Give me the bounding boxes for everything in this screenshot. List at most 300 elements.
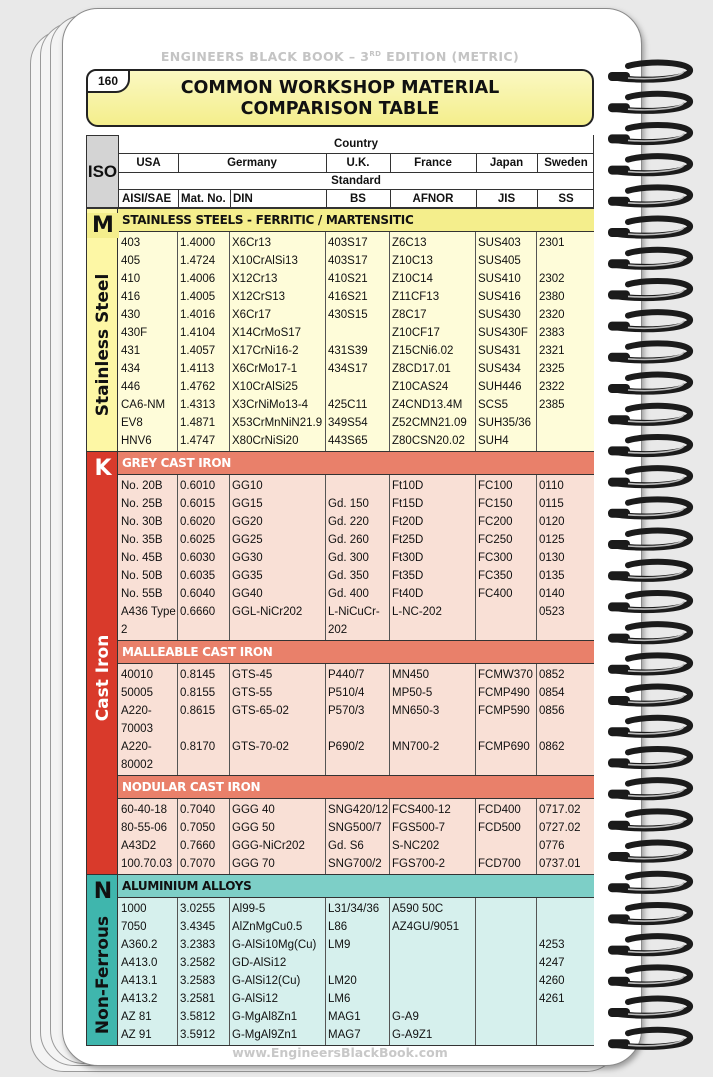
table-cell: MN450	[392, 669, 430, 681]
table-cell: SUS430F	[478, 327, 528, 339]
spiral-coil	[608, 437, 690, 455]
table-row	[118, 585, 594, 603]
table-cell: 0135	[539, 570, 565, 582]
table-cell: 0776	[539, 840, 565, 852]
table-cell: X17CrNi16-2	[232, 345, 299, 357]
group-rows	[118, 798, 594, 874]
table-row	[118, 432, 594, 450]
table-cell	[325, 954, 389, 972]
spiral-coil	[608, 655, 690, 673]
table-cell: GTS-70-02	[232, 741, 289, 753]
table-cell: Z11CF13	[392, 291, 440, 303]
table-cell: GGG-NiCr202	[232, 840, 305, 852]
table-cell: No. 50B	[121, 570, 163, 582]
page-title	[88, 78, 592, 120]
table-row	[118, 549, 594, 567]
table-cell: X6Cr13	[232, 237, 271, 249]
table-row	[118, 288, 594, 306]
table-cell: 434	[121, 363, 141, 375]
table-cell: 4260	[539, 975, 565, 987]
table-row	[118, 972, 594, 990]
table-cell: Ft35D	[392, 570, 424, 582]
table-cell	[536, 1008, 594, 1026]
table-cell: A360.2	[121, 939, 158, 951]
spiral-coil	[608, 874, 690, 892]
spiral-coil	[608, 312, 690, 330]
table-cell: Al99-5	[232, 903, 266, 915]
table-cell: Ft30D	[392, 552, 424, 564]
table-row	[118, 954, 594, 972]
table-cell: Gd. 400	[328, 588, 369, 600]
spiral-coil	[608, 780, 690, 798]
table-cell: 3.0255	[180, 903, 216, 915]
table-cell	[475, 936, 536, 954]
table-row	[118, 252, 594, 270]
table-cell: Z10C14	[392, 273, 433, 285]
table-cell: Ft40D	[392, 588, 424, 600]
table-cell: SNG700/2	[328, 858, 382, 870]
table-cell: 0727.02	[539, 822, 581, 834]
table-cell: 1.4104	[180, 327, 216, 339]
spiral-coil	[608, 687, 690, 705]
table-cell: Ft20D	[392, 516, 424, 528]
table-cell: G-AlSi12(Cu)	[232, 975, 301, 987]
table-cell: MAG7	[328, 1029, 361, 1041]
table-cell: No. 20B	[121, 480, 163, 492]
iso-letter: K	[94, 456, 112, 481]
table-cell: X3CrNiMo13-4	[232, 399, 309, 411]
table-cell	[389, 990, 475, 1008]
table-cell: 410	[121, 273, 141, 285]
standard-col-header: JIS	[497, 193, 516, 205]
table-cell: 4261	[539, 993, 565, 1005]
table-cell: SNG500/7	[328, 822, 382, 834]
table-cell: G-MgAl9Zn1	[232, 1029, 298, 1041]
table-cell: 1.4000	[180, 237, 216, 249]
table-cell: 2325	[539, 363, 565, 375]
table-row	[118, 234, 594, 252]
table-cell: No. 45B	[121, 552, 163, 564]
table-cell: 0.7660	[180, 840, 216, 852]
table-cell: 349S54	[328, 417, 368, 429]
table-cell: 0854	[539, 687, 565, 699]
table-cell: Gd. 260	[328, 534, 369, 546]
table-cell: P570/3	[328, 705, 365, 717]
table-cell: SUS434	[478, 363, 521, 375]
table-row	[118, 603, 594, 639]
table-cell: Z10C13	[392, 255, 433, 267]
table-row	[118, 702, 594, 738]
table-row	[118, 567, 594, 585]
spiral-coil	[608, 811, 690, 829]
country-col-header: France	[414, 157, 452, 169]
table-cell: Z52CMN21.09	[392, 417, 467, 429]
table-cell: 403S17	[328, 237, 368, 249]
group-rows	[118, 474, 594, 640]
table-row	[118, 684, 594, 702]
table-row	[118, 324, 594, 342]
table-cell: 430S15	[328, 309, 368, 321]
table-cell: 1.4724	[180, 255, 216, 267]
table-cell: FGS500-7	[392, 822, 446, 834]
spiral-coil	[608, 125, 690, 143]
standard-col-header: SS	[558, 193, 574, 205]
table-cell: 2322	[539, 381, 565, 393]
table-cell: 403S17	[328, 255, 368, 267]
spiral-coil	[608, 1030, 690, 1048]
table-cell: CA6-NM	[121, 399, 166, 411]
country-col-header: Japan	[489, 157, 524, 169]
table-cell: S-NC202	[392, 840, 440, 852]
table-row	[118, 270, 594, 288]
table-cell: 430	[121, 309, 141, 321]
table-cell: 2302	[539, 273, 565, 285]
iso-letter: N	[93, 879, 113, 904]
table-cell: 0.7050	[180, 822, 216, 834]
table-cell: GGG 40	[232, 804, 275, 816]
table-cell: X10CrAlSi13	[232, 255, 298, 267]
iso-letter: M	[87, 213, 119, 238]
spiral-coil	[608, 905, 690, 923]
table-cell	[536, 432, 594, 450]
table-cell	[325, 378, 389, 396]
table-cell: L-NC-202	[392, 606, 442, 618]
table-row	[118, 936, 594, 954]
spiral-coil	[608, 718, 690, 736]
table-cell	[475, 972, 536, 990]
table-cell: FC350	[478, 570, 513, 582]
table-cell: GG35	[232, 570, 263, 582]
spiral-coil	[608, 94, 690, 112]
table-cell: GGG 70	[232, 858, 275, 870]
table-cell: A413.2	[121, 993, 158, 1005]
table-cell: FCMW370	[478, 669, 533, 681]
table-cell: P510/4	[328, 687, 365, 699]
group-rows	[118, 231, 594, 451]
table-cell: X12CrS13	[232, 291, 286, 303]
table-cell: Z4CND13.4M	[392, 399, 463, 411]
table-cell: 425C11	[328, 399, 368, 411]
table-row	[118, 1026, 594, 1044]
spiral-coil	[608, 250, 690, 268]
table-cell: 3.5912	[180, 1029, 216, 1041]
table-cell: 0.7040	[180, 804, 216, 816]
group-title: ALUMINIUM ALLOYS	[118, 874, 594, 897]
section-label: Cast Iron	[93, 634, 113, 721]
table-cell: X6CrMo17-1	[232, 363, 298, 375]
table-cell: LM9	[328, 939, 351, 951]
country-col-header: U.K.	[346, 157, 370, 169]
table-cell: FCMP590	[478, 705, 530, 717]
material-group	[118, 775, 594, 874]
table-cell: GTS-55	[232, 687, 273, 699]
table-row	[118, 900, 594, 918]
table-cell: FGS700-2	[392, 858, 446, 870]
section-sidebar	[86, 874, 118, 1045]
table-cell: 3.2582	[180, 957, 216, 969]
table-cell: Z80CSN20.02	[392, 435, 465, 447]
table-cell: SUH446	[478, 381, 522, 393]
table-cell: AZ4GU/9051	[392, 921, 460, 933]
spiral-coil	[608, 562, 690, 580]
spiral-coil	[608, 219, 690, 237]
standard-col-header: AFNOR	[412, 193, 454, 205]
table-cell: 4253	[539, 939, 565, 951]
table-cell: GTS-65-02	[232, 705, 289, 717]
table-cell: 40010	[121, 669, 153, 681]
material-group	[118, 874, 594, 1045]
table-cell	[536, 1026, 594, 1044]
group-rows	[118, 663, 594, 775]
table-cell: SUH4	[478, 435, 509, 447]
spiral-coil	[608, 281, 690, 299]
spiral-coil	[608, 531, 690, 549]
country-header: Country	[119, 135, 593, 153]
table-cell: A413.1	[121, 975, 158, 987]
table-cell: FC250	[478, 534, 513, 546]
table-cell: MN700-2	[392, 741, 440, 753]
table-cell: 0856	[539, 705, 565, 717]
table-cell: 0110	[539, 480, 564, 492]
table-cell	[389, 936, 475, 954]
table-cell: 100.70.03	[121, 858, 173, 870]
table-cell: 434S17	[328, 363, 368, 375]
standard-col-header: AISI/SAE	[122, 193, 172, 205]
table-row	[118, 666, 594, 684]
page-number: 160	[86, 69, 130, 93]
table-cell	[475, 954, 536, 972]
table-cell: 2320	[539, 309, 565, 321]
table-cell: FCD700	[478, 858, 521, 870]
table-cell: 60-40-18	[121, 804, 168, 816]
material-group	[118, 451, 594, 640]
table-cell: 0.8615	[180, 705, 216, 717]
table-cell: 50005	[121, 687, 153, 699]
country-col-header: Germany	[227, 157, 277, 169]
table-cell: FCMP690	[478, 741, 530, 753]
table-cell	[536, 414, 594, 432]
table-cell: 0737.01	[539, 858, 581, 870]
table-cell: Z6C13	[392, 237, 427, 249]
table-cell	[325, 324, 389, 342]
table-cell: FC300	[478, 552, 513, 564]
title-box	[86, 69, 594, 127]
table-cell: 1000	[121, 903, 147, 915]
table-cell: FC400	[478, 588, 513, 600]
spiral-coil	[608, 843, 690, 861]
table-cell: 0140	[539, 588, 565, 600]
table-cell: 80-55-06	[121, 822, 168, 834]
section-sidebar	[86, 208, 118, 451]
table-cell: 1.4006	[180, 273, 216, 285]
standard-col-header: BS	[350, 193, 366, 205]
table-cell: 1.4313	[180, 399, 216, 411]
table-cell: A436 Type 2	[121, 606, 176, 636]
table-cell: 4247	[539, 957, 565, 969]
table-cell: 410S21	[328, 273, 368, 285]
table-cell	[475, 990, 536, 1008]
spiral-coil	[608, 187, 690, 205]
table-cell: 403	[121, 237, 141, 249]
table-cell: 1.4016	[180, 309, 216, 321]
table-cell: 443S65	[328, 435, 368, 447]
table-cell: MN650-3	[392, 705, 440, 717]
country-col-header: USA	[136, 157, 161, 169]
table-cell: 2380	[539, 291, 565, 303]
table-cell: 1.4005	[180, 291, 216, 303]
table-cell: 0.6660	[180, 606, 216, 618]
spiral-coil	[608, 967, 690, 985]
table-cell: FC100	[478, 480, 513, 492]
table-cell: 0717.02	[539, 804, 581, 816]
table-cell	[389, 954, 475, 972]
table-cell: 1.4871	[180, 417, 216, 429]
material-group	[118, 640, 594, 775]
table-cell: GGL-NiCr202	[232, 606, 303, 618]
table-cell: 3.2583	[180, 975, 216, 987]
table-cell: 431S39	[328, 345, 368, 357]
iso-header: ISO	[87, 136, 119, 207]
table-cell: A413.0	[121, 957, 158, 969]
table-row	[118, 414, 594, 432]
table-cell: 3.5812	[180, 1011, 216, 1023]
table-cell: FCS400-12	[392, 804, 451, 816]
table-row	[118, 495, 594, 513]
table-cell: L86	[328, 921, 348, 933]
table-cell: 0.6030	[180, 552, 216, 564]
table-cell: 2385	[539, 399, 565, 411]
table-cell	[475, 918, 536, 936]
table-cell: A220-80002	[121, 741, 153, 771]
group-title: STAINLESS STEELS - FERRITIC / MARTENSITIC	[118, 208, 594, 231]
table-cell: SNG420/12	[328, 804, 389, 816]
table-cell: 0.8170	[180, 741, 216, 753]
table-cell: L-NiCuCr-202	[328, 606, 380, 636]
website-footer: www.EngineersBlackBook.com	[232, 1045, 448, 1060]
table-cell	[325, 477, 389, 495]
table-cell: 0.6035	[180, 570, 216, 582]
spiral-coil	[608, 936, 690, 954]
table-cell: SUS403	[478, 237, 521, 249]
table-cell: 416	[121, 291, 141, 303]
table-cell: A220-70003	[121, 705, 153, 735]
table-cell: G-AlSi12	[232, 993, 279, 1005]
section-label: Stainless Steel	[93, 273, 113, 416]
table-row	[118, 855, 594, 873]
table-cell: 0.8155	[180, 687, 216, 699]
group-title: GREY CAST IRON	[118, 451, 594, 474]
table-cell	[536, 252, 594, 270]
table-cell: SUH35/36	[478, 417, 532, 429]
table-row	[118, 837, 594, 855]
table-cell: 431	[121, 345, 141, 357]
table-cell: 0.6015	[180, 498, 216, 510]
spiral-coil	[608, 499, 690, 517]
table-cell: Z8C17	[392, 309, 427, 321]
table-cell: Gd. 150	[328, 498, 369, 510]
group-rows	[118, 897, 594, 1045]
table-cell: 2301	[539, 237, 565, 249]
table-cell: MP50-5	[392, 687, 433, 699]
table-cell: SCS5	[478, 399, 509, 411]
table-cell: 0.6020	[180, 516, 216, 528]
table-cell: G-MgAl8Zn1	[232, 1011, 298, 1023]
table-row	[118, 531, 594, 549]
table-cell: SUS405	[478, 255, 521, 267]
standard-header: Standard	[331, 175, 381, 187]
title-line-2: COMPARISON TABLE	[240, 99, 440, 119]
table-cell	[475, 1026, 536, 1044]
spiral-coil	[608, 593, 690, 611]
table-cell: LM6	[328, 993, 351, 1005]
table-cell: 405	[121, 255, 141, 267]
spiral-binding	[598, 0, 713, 1077]
table-cell	[536, 918, 594, 936]
table-row	[118, 378, 594, 396]
table-cell: GG30	[232, 552, 263, 564]
spiral-coil	[608, 375, 690, 393]
book-header: ENGINEERS BLACK BOOK – 3RD EDITION (METRIC)	[160, 49, 520, 64]
table-row	[118, 513, 594, 531]
standard-col-header: Mat. No.	[181, 193, 226, 205]
table-row	[118, 990, 594, 1008]
section-sidebar	[86, 451, 118, 874]
table-cell: 3.2383	[180, 939, 216, 951]
table-cell: FCMP490	[478, 687, 530, 699]
table-cell: 0115	[539, 498, 564, 510]
table-cell: No. 30B	[121, 516, 163, 528]
spiral-coil	[608, 343, 690, 361]
table-cell: 446	[121, 381, 141, 393]
table-cell: G-A9	[392, 1011, 419, 1023]
table-row	[118, 801, 594, 819]
table-cell: 0.7070	[180, 858, 216, 870]
table-cell: Ft25D	[392, 534, 424, 546]
table-cell: 0.6025	[180, 534, 216, 546]
table-cell: SUS431	[478, 345, 521, 357]
spiral-coil	[608, 63, 690, 81]
table-cell: P440/7	[328, 669, 365, 681]
table-cell: No. 55B	[121, 588, 163, 600]
table-row	[118, 306, 594, 324]
table-cell: AZ 91	[121, 1029, 152, 1041]
table-cell: 3.2581	[180, 993, 216, 1005]
spiral-coil	[608, 749, 690, 767]
group-title: MALLEABLE CAST IRON	[118, 640, 594, 663]
table-cell: GG20	[232, 516, 263, 528]
table-cell	[475, 1008, 536, 1026]
table-row	[118, 360, 594, 378]
table-row	[118, 819, 594, 837]
table-cell	[389, 972, 475, 990]
table-cell: MAG1	[328, 1011, 361, 1023]
title-line-1: COMMON WORKSHOP MATERIAL	[180, 78, 500, 98]
table-cell: 1.4057	[180, 345, 216, 357]
table-cell: 0862	[539, 741, 565, 753]
standard-col-header: DIN	[233, 193, 253, 205]
table-cell: No. 35B	[121, 534, 163, 546]
table-cell: GD-AlSi12	[232, 957, 287, 969]
table-cell: Z15CNi6.02	[392, 345, 454, 357]
spiral-coil	[608, 999, 690, 1017]
table-cell: SUS410	[478, 273, 521, 285]
table-cell: 7050	[121, 921, 147, 933]
table-cell: GG10	[232, 480, 263, 492]
table-cell: P690/2	[328, 741, 365, 753]
table-cell: X14CrMoS17	[232, 327, 302, 339]
group-title: NODULAR CAST IRON	[118, 775, 594, 798]
table-cell: FC150	[478, 498, 513, 510]
